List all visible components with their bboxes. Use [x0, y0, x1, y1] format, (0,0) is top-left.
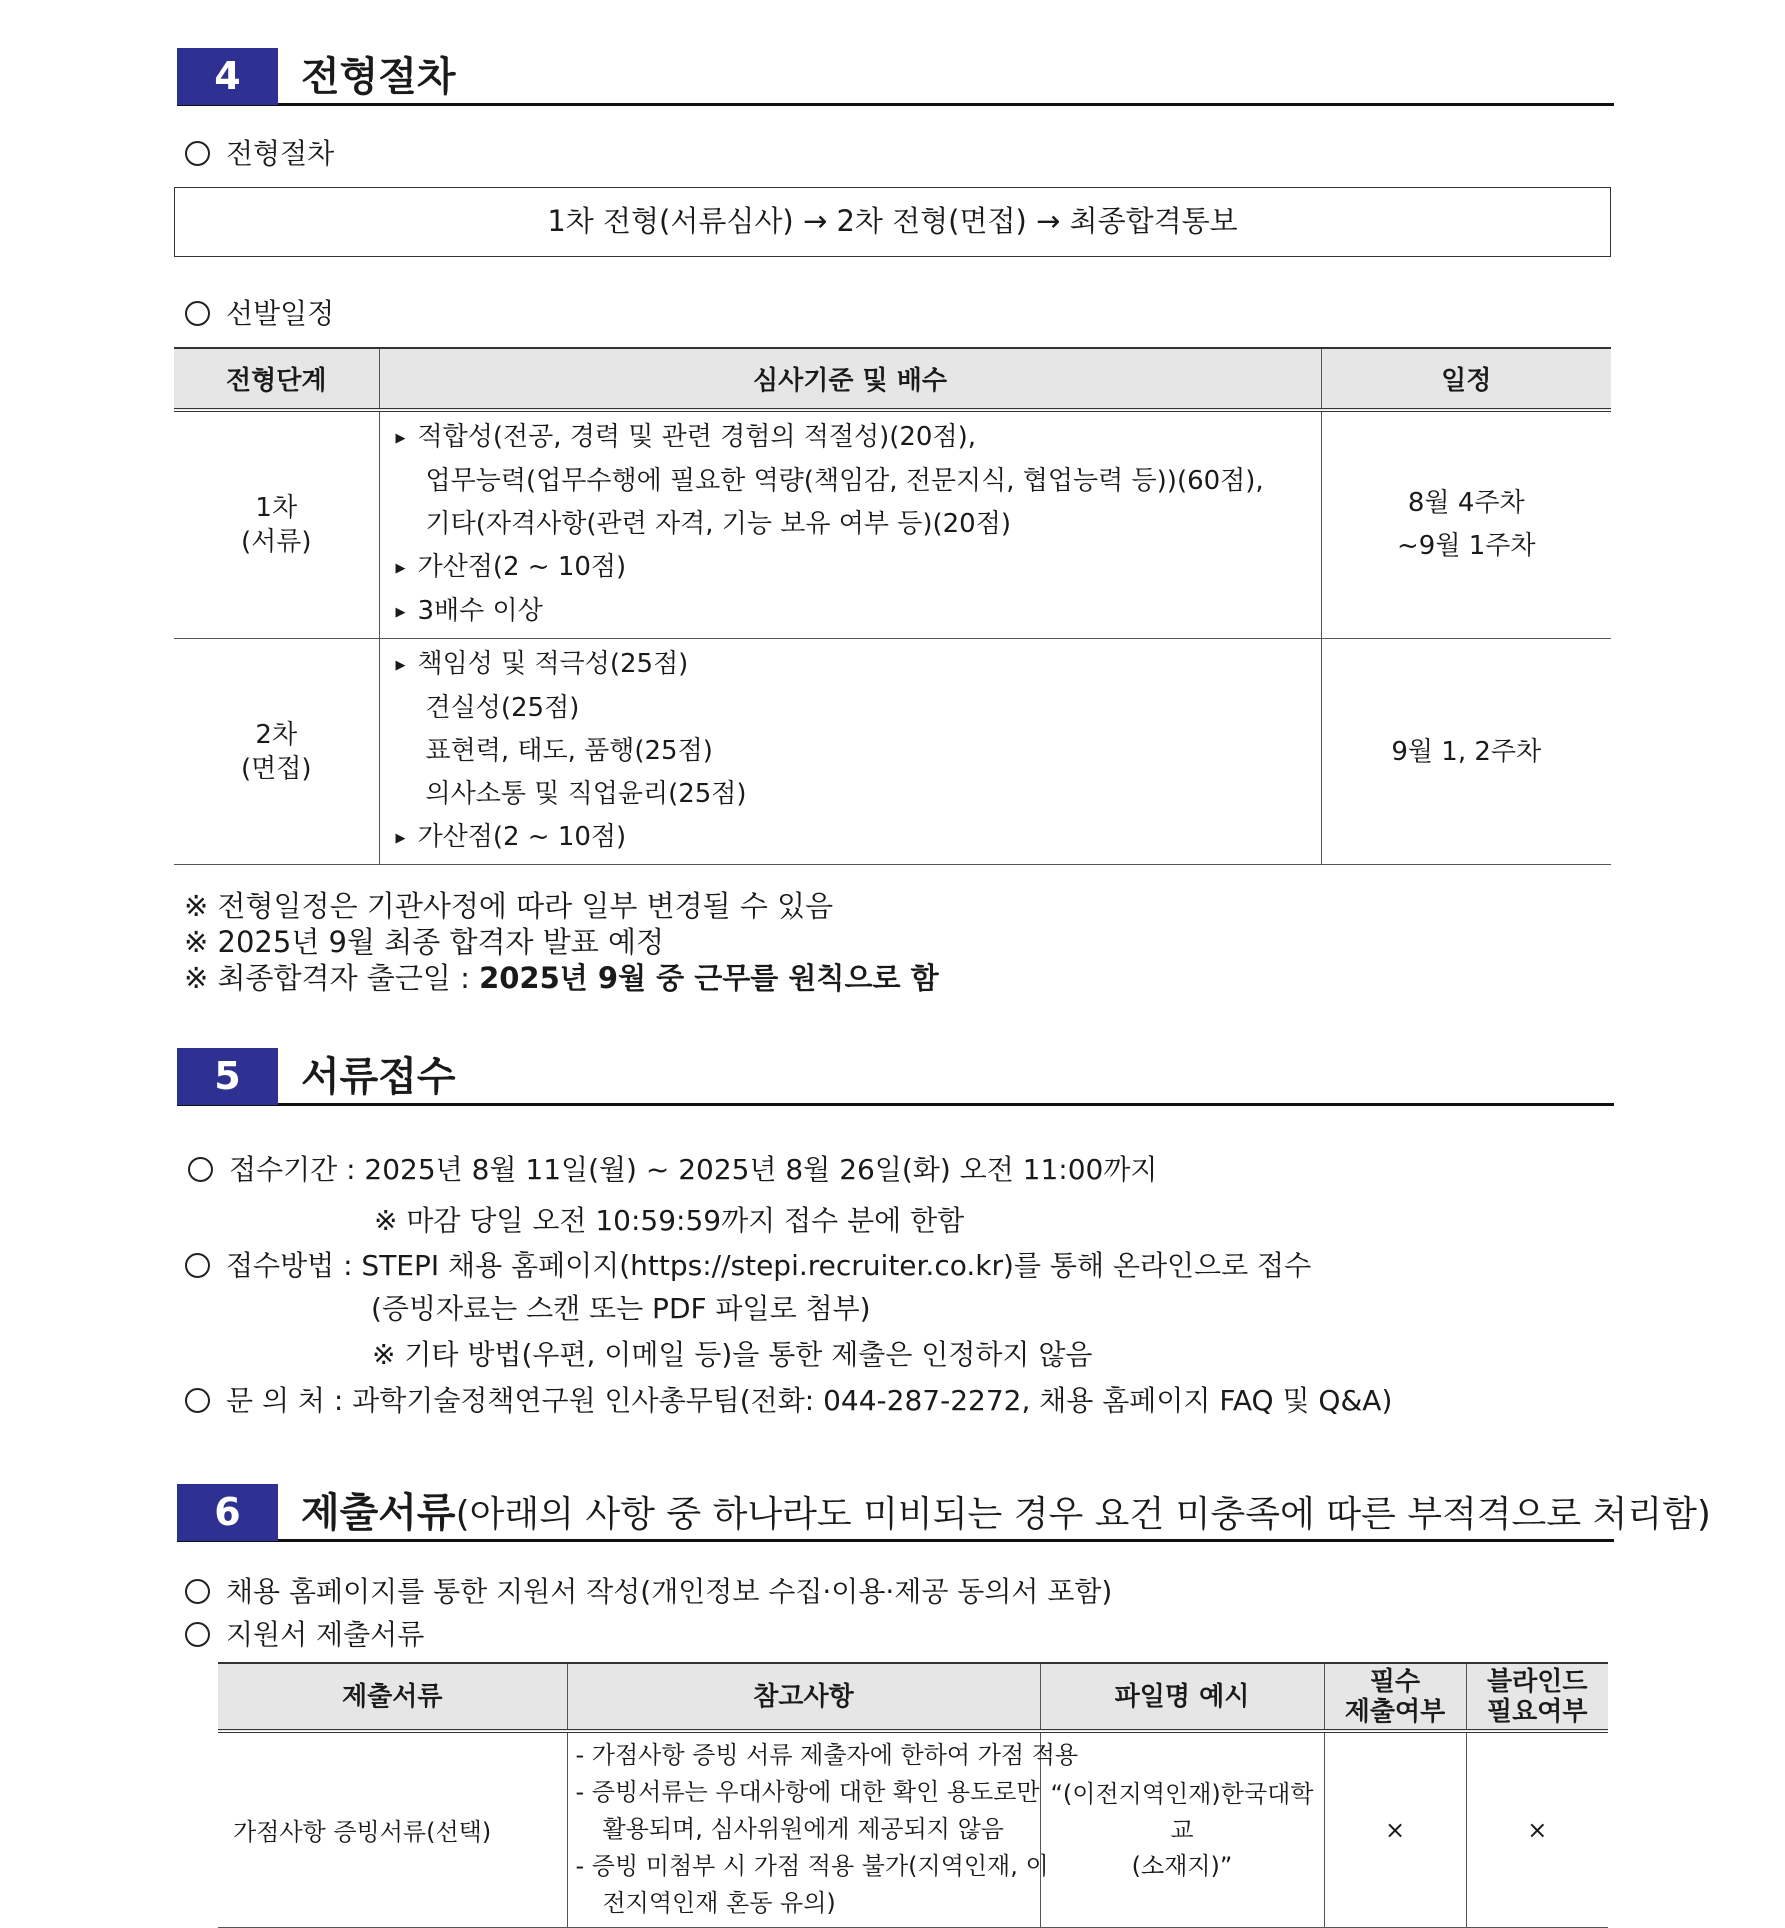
circle-bullet-icon	[185, 1388, 210, 1413]
stage-name: 2차	[255, 719, 298, 750]
header-reference: 참고사항	[567, 1663, 1040, 1731]
deadline-note: ※ 마감 당일 오전 10:59:59까지 접수 분에 한함	[374, 1204, 965, 1237]
start-date-note	[184, 960, 939, 996]
schedule-note: ※ 전형일정은 기관사정에 따라 일부 변경될 수 있음	[184, 889, 834, 923]
circle-bullet-icon	[188, 1157, 213, 1182]
stage-cell	[174, 639, 379, 865]
section-4-header	[177, 48, 1614, 106]
reception-method-text: 접수방법 : STEPI 채용 홈페이지(https://stepi.recruiter.co.kr)를 통해 온라인으로 접수	[226, 1249, 1312, 1282]
header-date: 일정	[1321, 348, 1611, 410]
reference-line: 활용되며, 심사위원에게 제공되지 않음	[602, 1815, 1004, 1844]
date-cell	[1321, 639, 1611, 865]
circle-bullet-icon	[185, 141, 210, 166]
procedure-flow-box: 1차 전형(서류심사) → 2차 전형(면접) → 최종합격통보	[174, 187, 1611, 257]
triangle-bullet-icon: ▶	[395, 658, 406, 673]
circle-bullet-icon	[185, 1253, 210, 1278]
date-text: 9월 1, 2주차	[1391, 736, 1542, 767]
contact-text: 문 의 처 : 과학기술정책연구원 인사총무팀(전화: 044-287-2272, 채용 홈페이지 FAQ 및 Q&A)	[226, 1384, 1393, 1417]
circle-bullet-icon	[185, 301, 210, 326]
criteria-cell	[379, 639, 1321, 865]
date-cell	[1321, 410, 1611, 639]
procedure-item	[185, 136, 334, 172]
procedure-label: 전형절차	[226, 137, 335, 170]
section-5-number: 5	[177, 1048, 278, 1105]
selection-schedule-table	[174, 347, 1611, 865]
filename-cell	[1040, 1731, 1324, 1927]
criteria-item: 3배수 이상	[417, 596, 543, 626]
reference-line: - 가점사항 증빙 서류 제출자에 한하여 가점 적용	[575, 1741, 1079, 1770]
section-5-title: 서류접수	[301, 1054, 456, 1100]
table-header-row	[218, 1663, 1608, 1731]
table-row	[218, 1731, 1608, 1927]
reference-line: - 증빙 미첨부 시 가점 적용 불가(지역인재, 이	[575, 1852, 1049, 1881]
section-6-title	[301, 1486, 1711, 1542]
schedule-label: 선발일정	[226, 297, 335, 330]
criteria-cell	[379, 410, 1321, 639]
announcement-note: ※ 2025년 9월 최종 합격자 발표 예정	[184, 925, 665, 959]
required-docs-item	[185, 1617, 424, 1653]
circle-bullet-icon	[185, 1579, 210, 1604]
triangle-bullet-icon: ▶	[395, 831, 406, 846]
required-docs-text: 지원서 제출서류	[226, 1618, 425, 1651]
attachment-note: (증빙자료는 스캔 또는 PDF 파일로 첨부)	[371, 1292, 871, 1325]
blind-cell: ×	[1466, 1731, 1608, 1927]
section-4-title: 전형절차	[301, 54, 456, 100]
reference-cell	[567, 1731, 1079, 1927]
stage-cell	[174, 410, 379, 639]
header-document: 제출서류	[218, 1663, 567, 1731]
criteria-item: 표현력, 태도, 품행(25점)	[425, 736, 713, 766]
header-blind	[1466, 1663, 1608, 1731]
criteria-item: 가산점(2 ~ 10점)	[417, 552, 627, 582]
section-4-number: 4	[177, 48, 278, 105]
date-text: ~9월 1주차	[1397, 531, 1536, 561]
header-required	[1324, 1663, 1466, 1731]
header-blind-line2: 필요여부	[1487, 1696, 1588, 1727]
section-6-number: 6	[177, 1484, 278, 1541]
section-6-subtitle: (아래의 사항 중 하나라도 미비되는 경우 요건 미충족에 따른 부적격으로 처리함)	[455, 1494, 1711, 1535]
header-filename: 파일명 예시	[1040, 1663, 1324, 1731]
filename-line: (소재지)”	[1131, 1851, 1233, 1880]
criteria-item: 기타(자격사항(관련 자격, 기능 보유 여부 등)(20점)	[425, 509, 1011, 539]
header-required-line2: 제출여부	[1344, 1696, 1446, 1727]
section-5-header	[177, 1048, 1614, 1106]
reference-line: - 증빙서류는 우대사항에 대한 확인 용도로만	[575, 1778, 1040, 1807]
header-criteria: 심사기준 및 배수	[379, 348, 1321, 410]
section-6-header	[177, 1484, 1711, 1542]
application-form-text: 채용 홈페이지를 통한 지원서 작성(개인정보 수집·이용·제공 동의서 포함)	[226, 1575, 1113, 1608]
reception-method	[185, 1248, 1311, 1284]
start-date-bold: 2025년 9월 중 근무를 원칙으로 함	[479, 961, 939, 995]
criteria-item: 견실성(25점)	[425, 693, 580, 723]
table-header-row	[174, 348, 1611, 410]
stage-type: (면접)	[240, 753, 312, 784]
header-blind-line1: 블라인드	[1487, 1666, 1588, 1697]
criteria-item: 적합성(전공, 경력 및 관련 경험의 적절성)(20점),	[417, 422, 976, 452]
section-6-title-text: 제출서류	[301, 1490, 456, 1536]
criteria-item: 의사소통 및 직업윤리(25점)	[425, 779, 747, 809]
application-form-item	[185, 1574, 1112, 1610]
schedule-item	[185, 296, 334, 332]
header-required-line1: 필수	[1369, 1666, 1421, 1697]
circle-bullet-icon	[185, 1622, 210, 1647]
submission-documents-table	[218, 1662, 1608, 1928]
triangle-bullet-icon: ▶	[395, 431, 406, 446]
reference-line: 전지역인재 혼동 유의)	[602, 1889, 836, 1918]
stage-type: (서류)	[240, 527, 312, 557]
table-row	[174, 410, 1611, 639]
other-method-note: ※ 기타 방법(우편, 이메일 등)을 통한 제출은 인정하지 않음	[372, 1338, 1093, 1371]
stage-name: 1차	[255, 493, 298, 523]
required-cell: ×	[1324, 1731, 1466, 1927]
criteria-item: 가산점(2 ~ 10점)	[417, 822, 627, 852]
table-row	[174, 639, 1611, 865]
header-stage: 전형단계	[174, 348, 379, 410]
date-text: 8월 4주차	[1407, 488, 1525, 518]
triangle-bullet-icon: ▶	[395, 561, 406, 576]
filename-line: “(이전지역인재)한국대학교	[1050, 1779, 1314, 1844]
contact-info	[185, 1383, 1392, 1419]
criteria-item: 업무능력(업무수행에 필요한 역량(책임감, 전문지식, 협업능력 등))(60점),	[425, 466, 1264, 496]
start-date-prefix: ※ 최종합격자 출근일 :	[184, 961, 480, 995]
triangle-bullet-icon: ▶	[395, 605, 406, 620]
document-name: 가점사항 증빙서류(선택)	[218, 1731, 567, 1927]
reception-period-text: 접수기간 : 2025년 8월 11일(월) ~ 2025년 8월 26일(화) 오전 11:00까지	[229, 1153, 1158, 1186]
reception-period	[188, 1152, 1157, 1188]
criteria-item: 책임성 및 적극성(25점)	[417, 649, 689, 679]
